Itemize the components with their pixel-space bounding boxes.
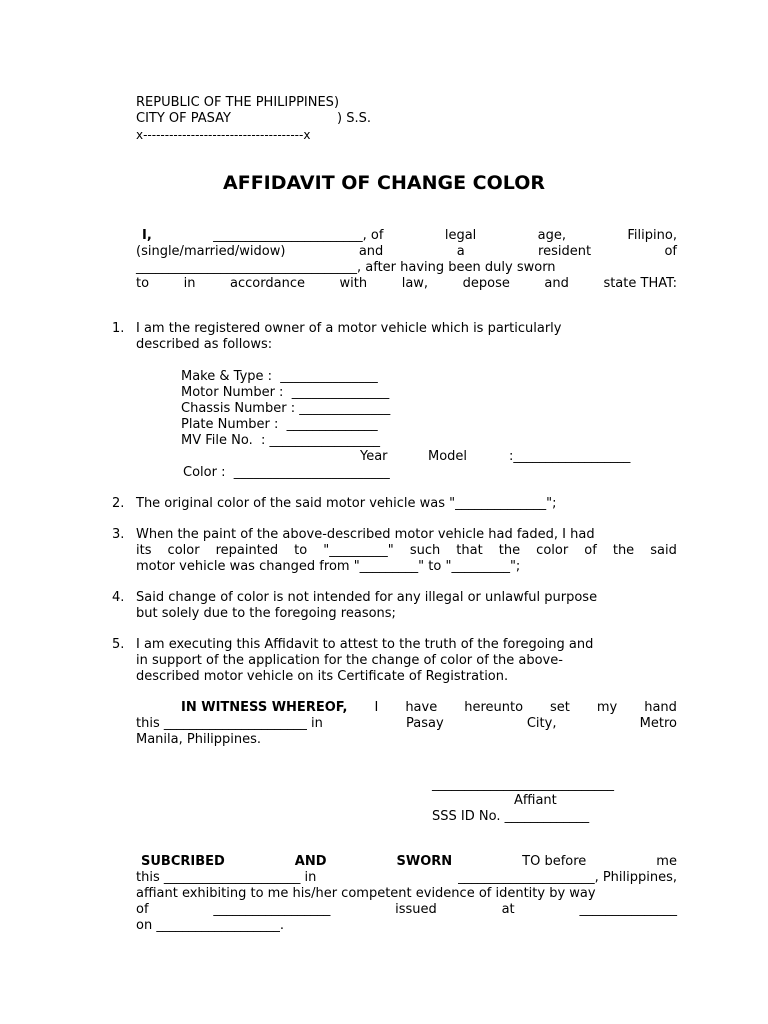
p1-text: I am the registered owner of a motor vehicle which is particularly <box>136 321 562 336</box>
p3-word: color <box>536 543 569 558</box>
witness-word: City, <box>526 716 557 731</box>
jurat-line-1 <box>136 854 677 870</box>
jurat-line-3: affiant exhibiting to me his/her competent evidence of identity by way <box>136 886 596 901</box>
jurat-word: of <box>136 902 149 917</box>
item-number: 1. <box>112 321 125 336</box>
p3-word: to <box>294 543 308 558</box>
intro-word: age, <box>537 228 567 243</box>
intro-word: and <box>544 276 569 291</box>
jurat-word: me <box>656 854 677 869</box>
p5-line-2: in support of the application for the change of color of the above- <box>136 653 563 668</box>
caption-city: CITY OF PASAY <box>136 111 231 126</box>
p3-word: the <box>612 543 635 558</box>
p3-word: said <box>650 543 677 558</box>
witness-line-3: Manila, Philippines. <box>136 732 262 747</box>
p2-text: The original color of the said motor vehicle was "______________"; <box>136 496 557 511</box>
witness-line-2 <box>136 716 677 732</box>
field-chassis-number: Chassis Number : ______________ <box>181 401 391 416</box>
intro-word: to <box>136 276 150 291</box>
p3-line-2 <box>136 543 677 559</box>
jurat-word: TO before <box>522 854 587 869</box>
intro-word: in <box>183 276 196 291</box>
intro-line-4 <box>136 276 677 292</box>
jurat-word: AND <box>294 854 327 869</box>
witness-word: this ______________________ in <box>136 716 323 731</box>
witness-word: Metro <box>639 716 677 731</box>
p3-word: "_________" <box>323 543 394 558</box>
item-number: 4. <box>112 590 125 605</box>
intro-word: with <box>339 276 368 291</box>
p3-word: of <box>584 543 597 558</box>
intro-word: _______________________, of <box>213 228 384 243</box>
caption-ss: ) S.S. <box>337 111 371 126</box>
intro-word: resident <box>538 244 592 259</box>
intro-word: accordance <box>230 276 305 291</box>
intro-word: I, <box>142 228 152 243</box>
intro-word: of <box>664 244 677 259</box>
p3-word: the <box>498 543 521 558</box>
intro-line-3 <box>136 260 677 276</box>
witness-word: Pasay <box>406 716 444 731</box>
field-year-label: Year <box>360 449 388 464</box>
witness-word: set <box>550 700 570 715</box>
intro-line-1 <box>136 228 677 244</box>
jurat-line-4 <box>136 902 677 918</box>
witness-word: have <box>405 700 438 715</box>
field-year-model-blank: :__________________ <box>509 449 631 464</box>
item-number: 2. <box>112 496 125 511</box>
witness-word: hand <box>644 700 677 715</box>
witness-word: I <box>374 700 379 715</box>
field-motor-number: Motor Number : _______________ <box>181 385 390 400</box>
item-number: 5. <box>112 637 125 652</box>
p3-word: its <box>136 543 152 558</box>
p3-word: repainted <box>215 543 279 558</box>
jurat-word: at <box>501 902 515 917</box>
intro-word: Filipino, <box>627 228 677 243</box>
p3-word: that <box>456 543 483 558</box>
intro-word: a <box>456 244 465 259</box>
intro-word: (single/married/widow) <box>136 244 286 259</box>
intro-line-2 <box>136 244 677 260</box>
field-model-label: Model <box>428 449 468 464</box>
p3-line-3: motor vehicle was changed from "_________" to "_________"; <box>136 559 521 574</box>
jurat-word: __________________ <box>213 902 331 917</box>
signature-line: ____________________________ <box>432 777 614 792</box>
sss-id-field: SSS ID No. _____________ <box>432 809 590 824</box>
intro-word: law, <box>401 276 429 291</box>
caption-republic: REPUBLIC OF THE PHILIPPINES) <box>136 95 340 110</box>
jurat-line-2 <box>136 870 677 886</box>
intro-word: and <box>358 244 384 259</box>
p5-line-1: I am executing this Affidavit to attest to the truth of the foregoing and <box>136 637 594 652</box>
item-number: 3. <box>112 527 125 542</box>
jurat-word: SWORN <box>396 854 453 869</box>
intro-word: __________________________________, after having been duly sworn <box>136 260 556 275</box>
p1-line-1 <box>136 321 677 337</box>
page-title: AFFIDAVIT OF CHANGE COLOR <box>223 172 545 194</box>
p5-line-3: described motor vehicle on its Certificate of Registration. <box>136 669 509 684</box>
witness-word: my <box>596 700 618 715</box>
jurat-word: SUBCRIBED <box>141 854 225 869</box>
jurat-word: _____________________, Philippines, <box>458 870 677 885</box>
intro-word: legal <box>444 228 477 243</box>
p3-word: color <box>167 543 200 558</box>
p3-word: such <box>409 543 441 558</box>
jurat-word: this _____________________ in <box>136 870 317 885</box>
witness-word: IN WITNESS WHEREOF, <box>181 700 348 715</box>
intro-word: depose <box>462 276 510 291</box>
p1-line-2: described as follows: <box>136 337 273 352</box>
jurat-line-5: on ___________________. <box>136 918 284 933</box>
jurat-word: _______________ <box>579 902 677 917</box>
intro-word: state THAT: <box>603 276 677 291</box>
p4-line-2: but solely due to the foregoing reasons; <box>136 606 396 621</box>
witness-word: hereunto <box>464 700 524 715</box>
affiant-label: Affiant <box>514 793 557 808</box>
witness-line-1 <box>181 700 677 716</box>
field-color: Color : ________________________ <box>183 465 390 480</box>
p4-line-1: Said change of color is not intended for any illegal or unlawful purpose <box>136 590 598 605</box>
caption-separator: x-------------------------------------x <box>136 128 311 142</box>
field-make-type: Make & Type : _______________ <box>181 369 378 384</box>
field-mv-file: MV File No. : _________________ <box>181 433 380 448</box>
p3-line-1: When the paint of the above-described motor vehicle had faded, I had <box>136 527 595 542</box>
jurat-word: issued <box>395 902 437 917</box>
field-plate-number: Plate Number : ______________ <box>181 417 378 432</box>
